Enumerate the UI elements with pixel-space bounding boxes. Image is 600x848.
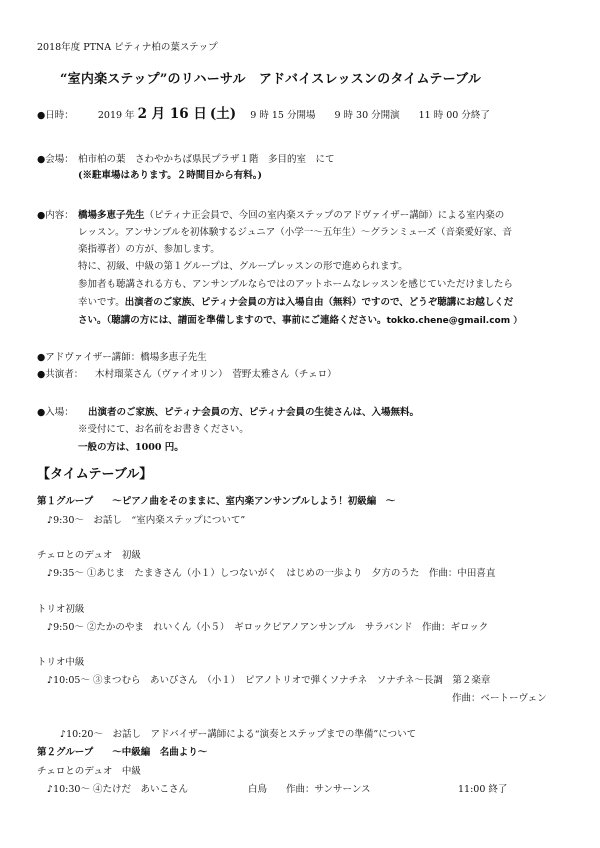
admission-line-1: 出演者のご家族、ピティナ会員の方、ピティナ会員の生徒さんは、入場無料。 [88,407,419,418]
top-line: 2018年度 PTNA ピティナ柏の葉ステップ [37,42,218,53]
performance-3: ♪10:05〜 ③まつむら あいびさん （小１） ピアノトリオで弾くソナチネ ソナチネ〜長調 第２楽章 [47,675,491,686]
date-row [37,102,490,122]
category-cello-duo-intermediate: チェロとのデュオ 中級 [37,766,141,777]
date-year: 2019 年 [97,110,135,121]
content-line-1 [78,207,504,221]
group-2-heading: 第２グループ 〜中級編 名曲より〜 [37,747,208,758]
performance-4-piece: 白鳥 作曲：サンサーンス [248,784,371,795]
performance-2: ♪9:50〜 ②たかのやま れいくん（小５） ギロックピアノアンサンブル サラバンド 作曲：ギロック [47,622,489,633]
venue-note: (※駐車場はあります。２時間目から有料。) [78,170,262,181]
teacher-name: 橋場多恵子先生 [78,210,145,221]
contact-email[interactable]: tokko.chene@gmail.com ） [386,316,523,326]
performers-label: ●共演者： [37,369,84,380]
category-trio-intermediate: トリオ中級 [37,657,85,668]
page-title: “室内楽ステップ”のリハーサル アドバイスレッスンのタイムテーブル [60,72,482,87]
admission-line-3: 一般の方は、1000 円。 [78,442,184,453]
talk-2: ♪10:20〜 お話し アドバイザー講師による“演奏とステップまでの準備”について [60,729,417,740]
content-line-5: 参加者も聴講される方も、アンサンブルならではのアットホームなレッスンを感じていただけましたら [78,279,513,290]
category-cello-duo-beginner: チェロとのデュオ 初級 [37,550,141,561]
content-line-4: 特に、初級、中級の第１グループは、グループレッスンの形で進められます。 [78,261,408,272]
content-line-7 [78,312,522,326]
venue-label: ●会場： [37,154,74,165]
content-label: ●内容： [37,210,74,221]
content-line-3: 楽指導者）の方が、参加します。 [78,244,220,255]
date-weekday: (土) [209,106,237,122]
content-line-7a: さい。（聴講の方には、譜面を準備しますので、事前にご連絡ください。 [78,315,387,326]
content-line-1-rest: （ピティナ正会員で、今回の室内楽ステップのアドヴァイザー講師）による室内楽の [144,210,505,221]
talk-1: ♪9:30〜 お話し “室内楽ステップについて” [47,515,246,526]
date-month-day: 2 月 16 日 [137,106,207,122]
content-line-2: レッスン。アンサンブルを初体験するジュニア（小学一〜五年生）〜グランミューズ（音楽愛好家、音 [78,227,513,238]
performance-1: ♪9:35〜 ①あじま たまきさん（小１）しつないがく はじめの一歩より 夕方のうた 作曲：中田喜直 [47,568,496,579]
category-trio-beginner: トリオ初級 [37,604,85,615]
performance-3-composer: 作曲：ベートーヴェン [452,693,547,704]
group-1-heading: 第１グループ 〜ピアノ曲をそのままに、室内楽アンサンブルしよう！初級編 〜 [37,496,396,507]
admission-line-2: ※受付にて、お名前をお書きください。 [78,424,249,435]
venue-text: 柏市柏の葉 さわやかちば県民プラザ１階 多目的室 にて [78,154,335,165]
admission-label: ●入場： [37,407,74,418]
timetable-heading: 【タイムテーブル】 [37,467,153,482]
end-time: 11:00 終了 [458,784,508,795]
performers-text: 木村瑠菜さん（ヴァイオリン） 菅野太雅さん（チェロ） [95,369,337,380]
content-line-6 [78,294,513,308]
performance-4: ♪10:30〜 ④たけだ あいこさん [47,784,188,795]
content-line-6b: 出演者のご家族、ピティナ会員の方は入場自由（無料）ですので、どうぞ聴講にお越しくだ [124,297,514,308]
date-times: 9 時 15 分開場 9 時 30 分開演 11 時 00 分終了 [250,110,490,121]
date-label: ●日時： [37,110,74,121]
content-line-6a: 幸いです。 [78,297,125,308]
advisor-row: ●アドヴァイザー講師：橋場多恵子先生 [37,352,207,363]
